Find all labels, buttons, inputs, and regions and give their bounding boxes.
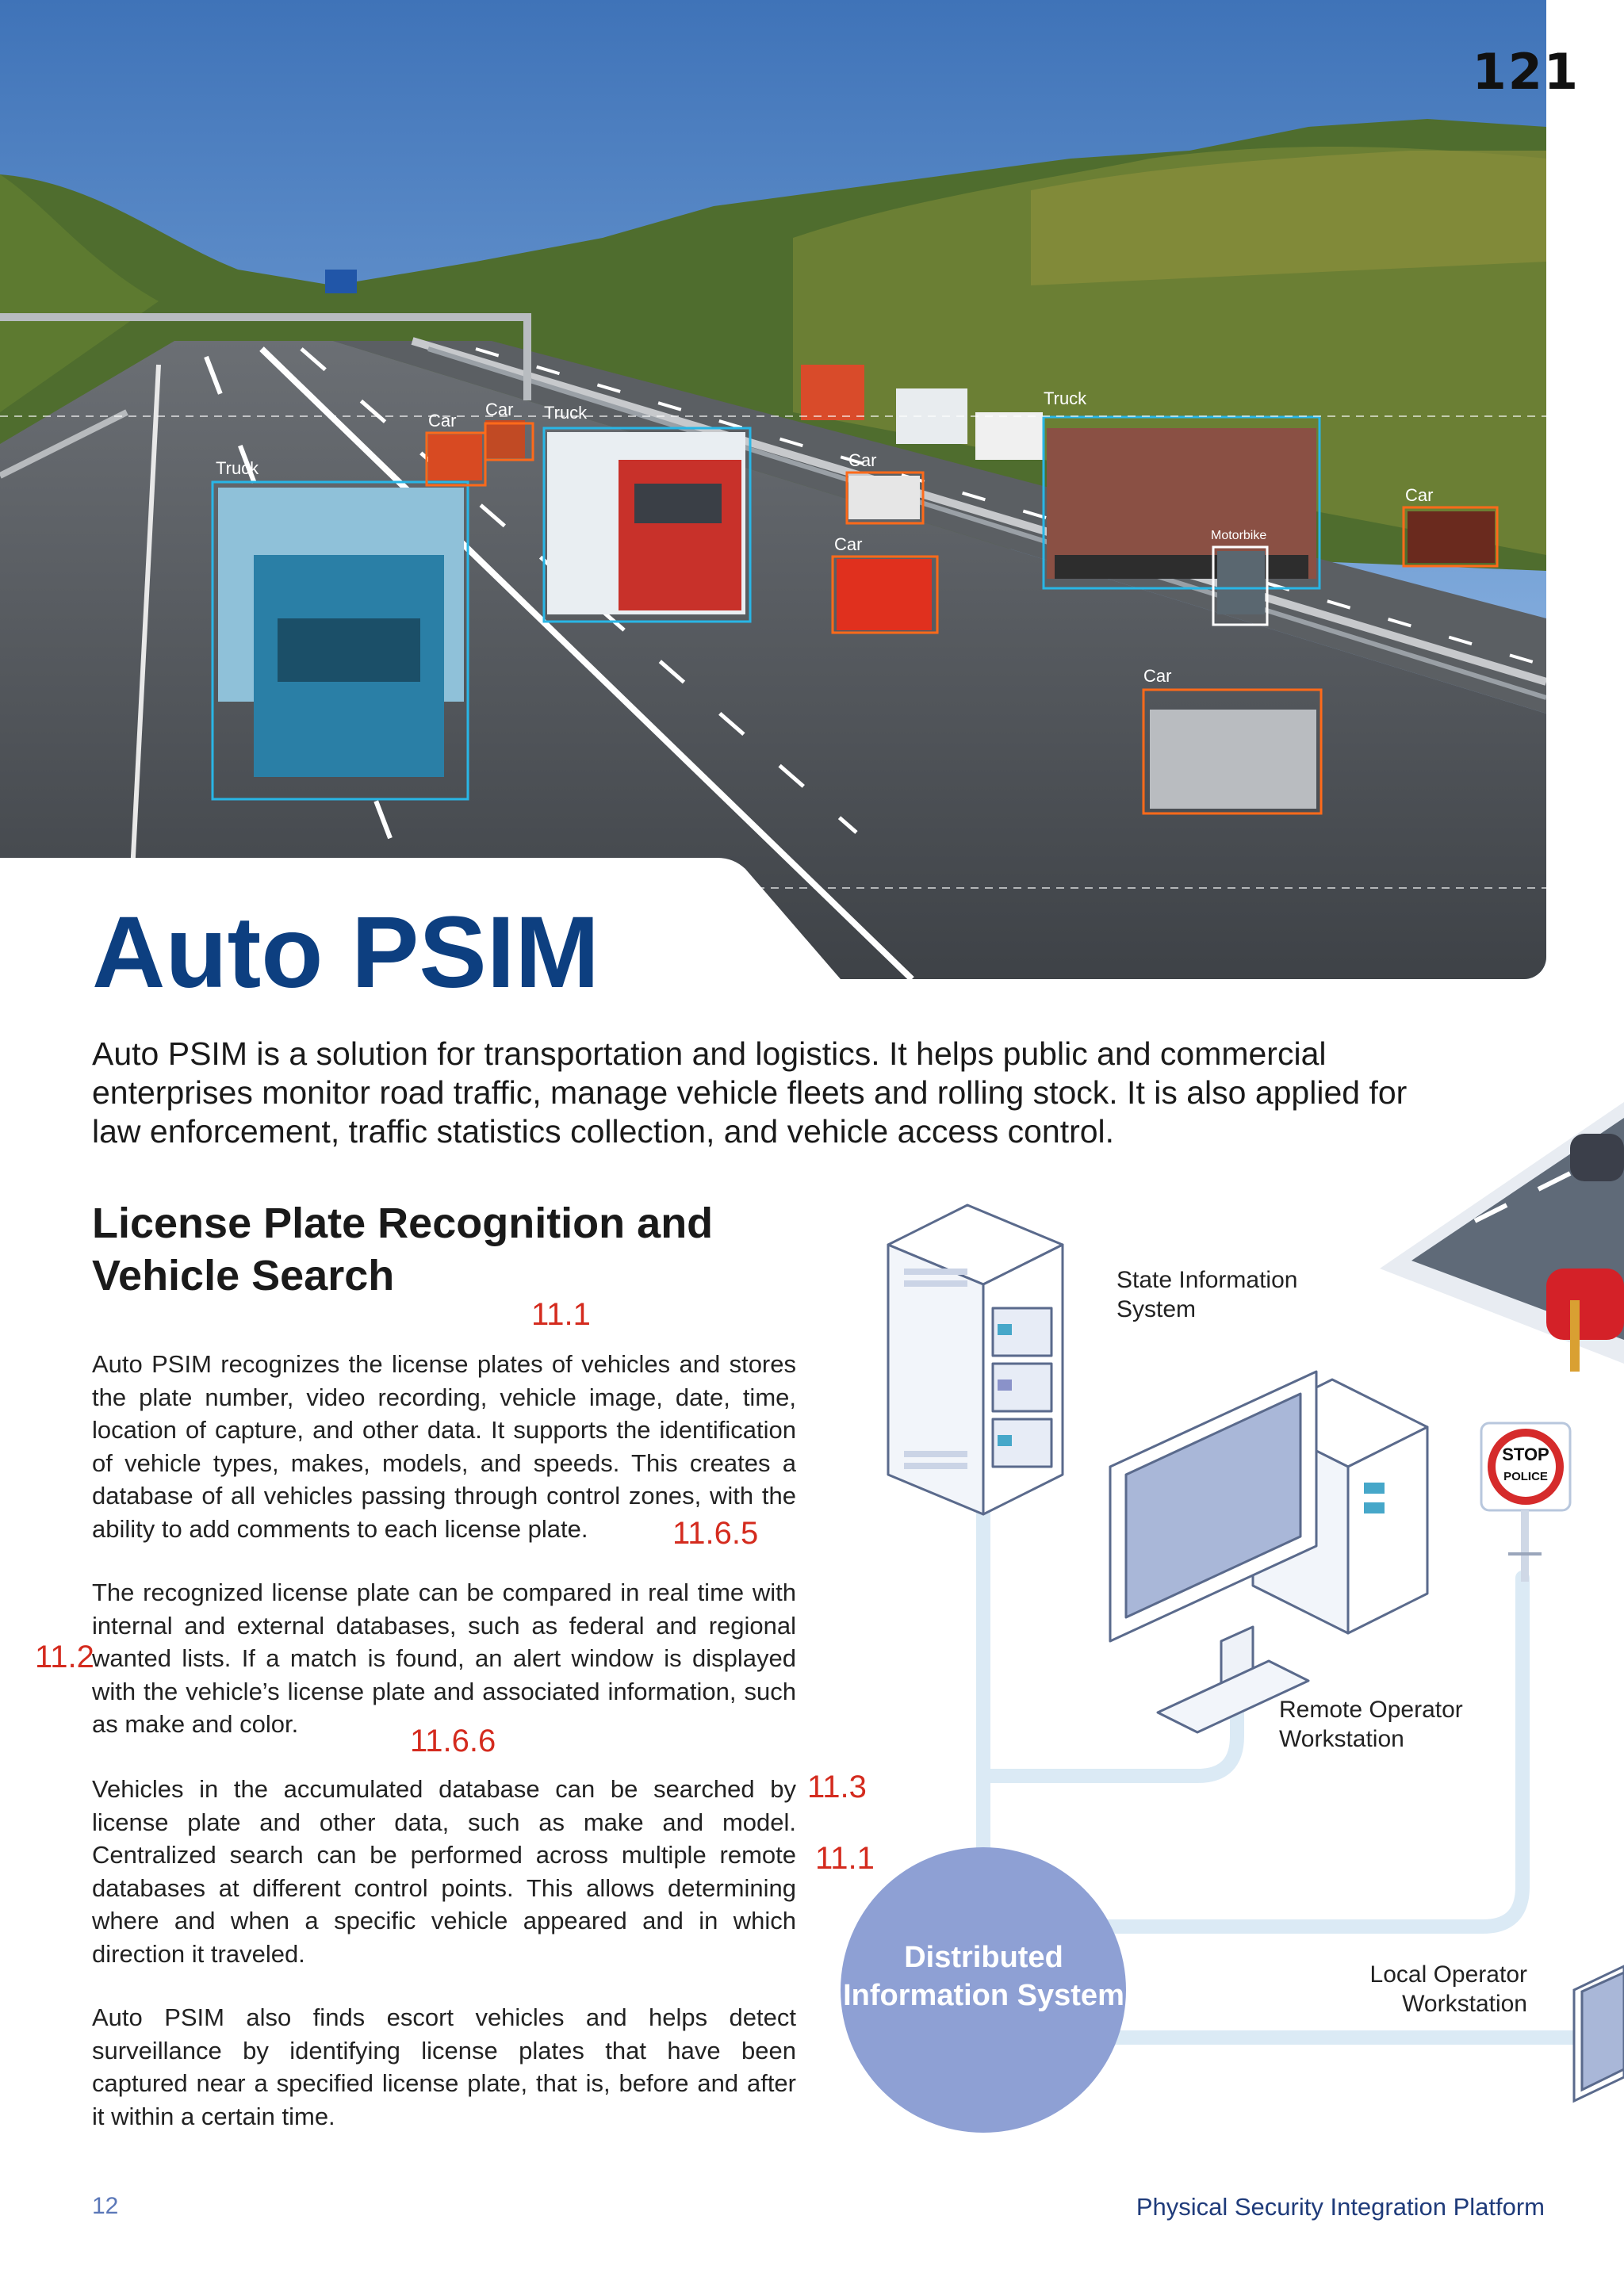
detect-label-car-5: Car xyxy=(1143,666,1172,686)
detect-label-motorbike: Motorbike xyxy=(1211,529,1267,542)
label-state-information-system: State Information System xyxy=(1116,1267,1298,1322)
paragraph-1: Auto PSIM recognizes the license plates of vehicles and stores the plate number, video recording, vehicle image, date, time, location of capture, and other data. It supports the identification of vehicle types, makes, models, and speeds. This creates a database of all vehicles passing through control zones, with the ability to add comments to each license plate. xyxy=(92,1350,796,1543)
lead-paragraph: Auto PSIM is a solution for transportation and logistics. It helps public and commercial enterprises monitor road traffic, manage vehicle fleets and rolling stock. It is also applied for law enforcement, traffic statistics collection, and vehicle access control. xyxy=(92,1035,1408,1150)
annotation-11-6-6: 11.6.6 xyxy=(410,1724,496,1758)
paragraph-4: Auto PSIM also finds escort vehicles and helps detect surveillance by identifying license plates that have been captured near a specified license plate, that is, before and after it within a certain time. xyxy=(92,2003,796,2130)
detect-label-car-4: Car xyxy=(834,534,863,554)
remote-workstation-icon xyxy=(1110,1372,1427,1732)
detect-label-truck-1: Truck xyxy=(216,458,259,478)
annotation-11-1-top: 11.1 xyxy=(531,1297,591,1332)
detect-label-truck-2: Truck xyxy=(544,403,588,423)
footer-page-number: 12 xyxy=(92,2193,119,2219)
stop-sign xyxy=(1481,1423,1570,1582)
annotation-11-2: 11.2 xyxy=(35,1640,94,1674)
svg-text:POLICE: POLICE xyxy=(1503,1470,1548,1483)
section-heading: License Plate Recognition and Vehicle Search xyxy=(92,1200,714,1299)
label-remote-operator-workstation: Remote Operator Workstation xyxy=(1279,1697,1463,1752)
paragraph-3: Vehicles in the accumulated database can be searched by license plate and other data, such as make and model. Centralized search can be performed across multiple remote databases at different control points. This allows determining where and when a specific vehicle appeared and in which direction it traveled. xyxy=(92,1775,796,1968)
page-title: Auto PSIM xyxy=(92,896,599,1009)
label-local-operator-workstation: Local Operator Workstation xyxy=(1369,1961,1527,2017)
road-scene xyxy=(1380,1102,1624,1372)
annotation-11-6-5: 11.6.5 xyxy=(672,1516,759,1551)
label-distributed-information-system: Distributed Information System xyxy=(843,1941,1124,2012)
svg-text:STOP: STOP xyxy=(1502,1445,1549,1464)
truck-right xyxy=(1047,428,1316,579)
detect-label-car-2: Car xyxy=(485,400,514,419)
truck-center xyxy=(547,432,745,614)
detect-label-car-6: Car xyxy=(1405,485,1434,505)
detect-label-truck-3: Truck xyxy=(1044,388,1087,408)
truck-left xyxy=(218,488,464,777)
detect-label-car-1: Car xyxy=(428,411,457,430)
server-rack-icon xyxy=(888,1205,1063,1514)
footer-product-name: Physical Security Integration Platform xyxy=(1136,2193,1545,2221)
annotation-11-3: 11.3 xyxy=(807,1770,867,1804)
paragraph-2: The recognized license plate can be compared in real time with internal and external databases, such as federal and regional wanted lists. If a match is found, an alert window is displayed with the vehicle’s license plate and associated information, such as make and color. xyxy=(92,1578,796,1738)
detect-label-car-3: Car xyxy=(848,450,877,470)
hero-photo xyxy=(0,0,1546,979)
page-number-stamp: 121 xyxy=(1472,43,1580,101)
annotation-11-1-mid: 11.1 xyxy=(815,1841,875,1876)
local-workstation-icon xyxy=(1574,1966,1624,2101)
